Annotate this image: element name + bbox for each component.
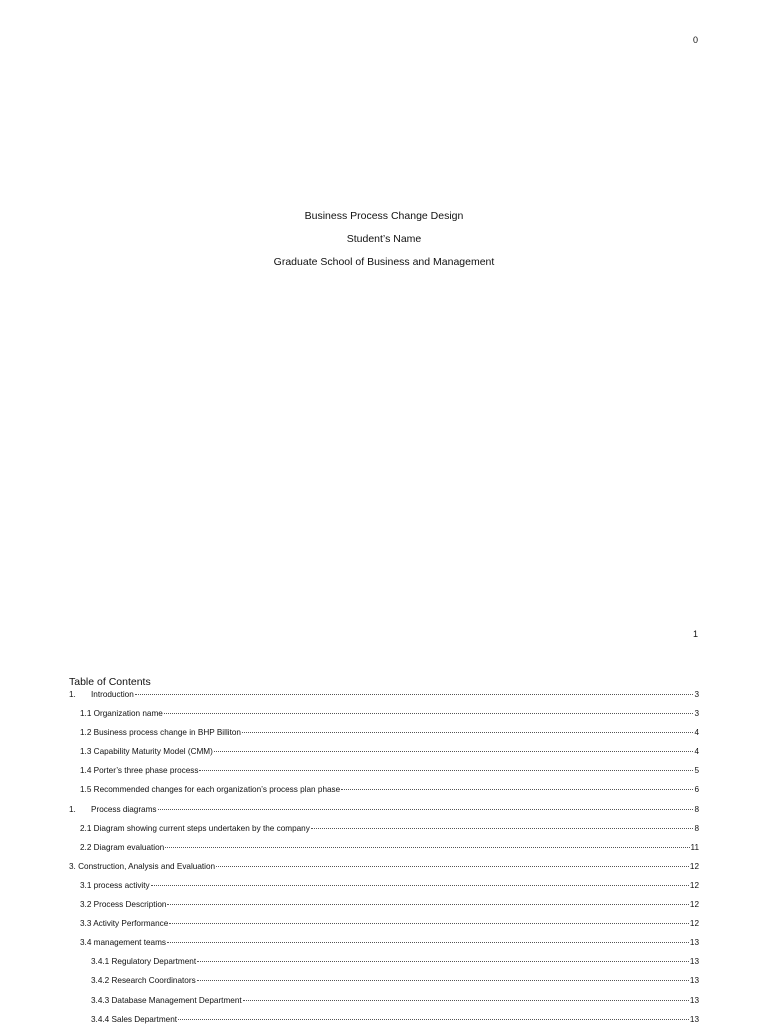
toc-entry-text: 3.3 Activity Performance [80, 919, 169, 929]
document-title: Business Process Change Design [304, 210, 464, 222]
toc-entry-page: 13 [689, 1014, 699, 1024]
toc-entry-text: 3.4.2 Research Coordinators [91, 976, 196, 986]
toc-leader [164, 713, 694, 714]
toc-entry-page: 6 [694, 785, 699, 795]
toc-leader [214, 751, 694, 752]
toc-entry-page: 12 [689, 900, 699, 910]
toc-entry-page: 8 [694, 823, 699, 833]
toc-leader [311, 828, 694, 829]
toc-leader [151, 885, 689, 886]
toc-leader [197, 980, 689, 981]
toc-entry-text: 3. Construction, Analysis and Evaluation [69, 861, 216, 871]
toc-entry-page: 8 [694, 804, 699, 814]
toc-entry-text: 1.3 Capability Maturity Model (CMM) [80, 747, 213, 757]
toc-entry[interactable] [69, 785, 699, 804]
toc-entry[interactable] [69, 766, 699, 785]
toc-entry-text: 3.4 management teams [80, 938, 167, 948]
toc-entry-text: 1.5 Recommended changes for each organization’s process plan phase [80, 785, 341, 795]
toc-entry-number: 1. [69, 804, 76, 814]
school-name: Graduate School of Business and Management [273, 256, 495, 268]
toc-leader [167, 942, 689, 943]
toc-entry[interactable] [69, 976, 699, 995]
toc-entry[interactable] [69, 824, 699, 843]
toc-leader [167, 904, 688, 905]
toc-entry[interactable] [69, 862, 699, 881]
toc-entry[interactable] [69, 957, 699, 976]
toc-leader [135, 694, 694, 695]
toc-entry[interactable] [69, 938, 699, 957]
page-number: 0 [692, 35, 698, 45]
toc-leader [178, 1019, 689, 1020]
toc-entry-page: 12 [689, 919, 699, 929]
toc-entry-page: 4 [694, 728, 699, 738]
toc-entry-number: 1. [69, 690, 76, 699]
toc-entry[interactable] [69, 805, 699, 824]
toc-leader [242, 732, 693, 733]
page-number: 1 [692, 629, 698, 639]
toc-leader [197, 961, 689, 962]
toc-entry[interactable] [69, 996, 699, 1015]
toc-entry-text: 3.4.1 Regulatory Department [91, 957, 197, 967]
toc-entry[interactable] [69, 1015, 699, 1034]
toc-entry-page: 12 [689, 880, 699, 890]
toc-entry[interactable] [69, 900, 699, 919]
toc-leader [199, 770, 693, 771]
toc-leader [341, 789, 693, 790]
toc-leader [165, 847, 689, 848]
table-of-contents [69, 675, 699, 1034]
toc-entry-text: 1.1 Organization name [80, 709, 163, 719]
toc-entry[interactable] [69, 709, 699, 728]
toc-entry-text: Introduction [91, 690, 134, 699]
student-name: Student’s Name [346, 233, 422, 245]
toc-entry-page: 11 [690, 842, 699, 852]
toc-entry-page: 13 [689, 938, 699, 948]
toc-entry-page: 4 [694, 747, 699, 757]
toc-entry[interactable] [69, 881, 699, 900]
toc-entry[interactable] [69, 919, 699, 938]
toc-entry-text: 1.2 Business process change in BHP Billiton [80, 728, 241, 738]
toc-heading: Table of Contents [69, 676, 151, 688]
toc-entry[interactable] [69, 690, 699, 709]
toc-entry[interactable] [69, 843, 699, 862]
toc-leader [158, 809, 694, 810]
toc-entry-text: 2.1 Diagram showing current steps undertaken by the company [80, 823, 310, 833]
toc-entry-text: 3.4.4 Sales Department [91, 1014, 178, 1024]
title-page-block [0, 208, 768, 277]
toc-entry-page: 3 [694, 690, 699, 699]
toc-entry-text: 3.4.3 Database Management Department [91, 995, 242, 1005]
toc-entry-page: 13 [689, 957, 699, 967]
toc-entry-page: 12 [689, 861, 699, 871]
toc-leader [169, 923, 689, 924]
toc-leader [216, 866, 689, 867]
toc-entry-page: 5 [694, 766, 699, 776]
toc-entry[interactable] [69, 728, 699, 747]
toc-entry-text: Process diagrams [91, 804, 157, 814]
toc-entry-text: 2.2 Diagram evaluation [80, 842, 165, 852]
toc-entry-text: 1.4 Porter’s three phase process [80, 766, 199, 776]
toc-entry-text: 3.2 Process Description [80, 900, 167, 910]
toc-entry-text: 3.1 process activity [80, 880, 150, 890]
toc-entry-page: 13 [689, 995, 699, 1005]
toc-entry-page: 3 [694, 709, 699, 719]
toc-entry[interactable] [69, 747, 699, 766]
toc-entry-page: 13 [689, 976, 699, 986]
toc-leader [243, 1000, 689, 1001]
